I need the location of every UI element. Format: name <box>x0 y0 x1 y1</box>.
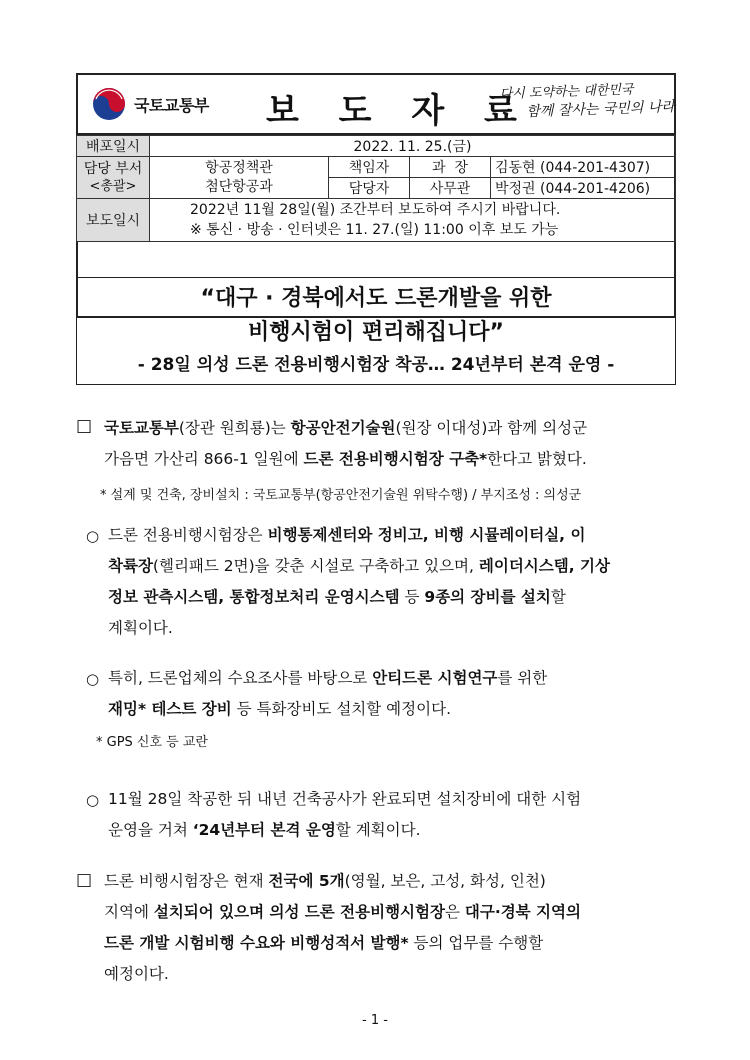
release-date: 2022. 11. 25.(금) <box>150 136 676 157</box>
report-time-label: 보도일시 <box>77 199 150 242</box>
text: (헬리패드 2면)을 갖춘 시설로 구축하고 있으며, <box>152 557 479 575</box>
text-bold: 비행통제센터와 정비고, 비행 시뮬레이터실, 이 <box>267 526 586 544</box>
circle-bullet: ○ <box>86 527 100 545</box>
slogan-line-1: 다시 도약하는 대한민국 <box>499 82 634 103</box>
dept-name-1: 항공정책관 <box>205 159 273 176</box>
press-release-header <box>76 73 676 135</box>
title-2: 사무관 <box>410 178 491 199</box>
text: 예정이다. <box>104 965 169 983</box>
text-bold: 드론 전용비행시험장 구축* <box>303 450 488 468</box>
footnote-2: * GPS 신호 등 교란 <box>96 735 208 750</box>
release-info-table <box>76 135 676 242</box>
text-bold: 드론 개발 시험비행 수요와 비행성적서 발행* <box>104 934 409 952</box>
text: 11월 28일 착공한 뒤 내년 건축공사가 완료되면 설치장비에 대한 시험 <box>108 790 582 808</box>
role-1: 책임자 <box>329 157 410 178</box>
text: 운영을 거쳐 <box>108 821 193 839</box>
person-1: 김동현 (044-201-4307) <box>491 157 676 178</box>
text: 드론 전용비행시험장은 <box>108 526 268 544</box>
text: (장관 원희룡)는 <box>178 419 291 437</box>
headline-line-1: “대구 · 경북에서도 드론개발을 위한 <box>200 286 552 311</box>
text-bold: 설치되어 있으며 <box>153 903 270 921</box>
circle-bullet: ○ <box>86 670 100 688</box>
text-bold: 항공안전기술원 <box>290 419 396 437</box>
text-bold: 재밍* 테스트 장비 <box>108 700 232 718</box>
text-bold: 국토교통부 <box>104 419 179 437</box>
paragraph-4 <box>108 784 676 846</box>
text-bold: 정보 관측시스템, 통합정보처리 운영시스템 <box>108 588 400 606</box>
paragraph-5 <box>104 866 676 990</box>
text-bold: 대구·경북 지역의 <box>464 903 581 921</box>
government-slogan <box>499 80 675 122</box>
text-bold: 전국에 5개 <box>268 872 345 890</box>
paragraph-3 <box>108 663 676 725</box>
text: (영월, 보은, 고성, 화성, 인천) <box>344 872 546 890</box>
ministry-logo <box>92 87 209 121</box>
text-bold: 레이더시스템, 기상 <box>478 557 610 575</box>
text: 등의 업무를 수행할 <box>408 934 544 952</box>
dept-label-cell <box>77 157 150 199</box>
headline-line-2: 비행시험이 편리해집니다” <box>248 320 504 345</box>
footnote-1: * 설계 및 건축, 장비설치 : 국토교통부(항공안전기술원 위탁수행) / 부지조성 : 의성군 <box>100 488 582 503</box>
page-number: - 1 - <box>362 1013 388 1028</box>
text: 등 특화장비도 설치할 예정이다. <box>231 700 452 718</box>
release-date-label: 배포일시 <box>77 136 150 157</box>
text: 은 <box>444 903 465 921</box>
text-bold: 안티드론 시험연구 <box>372 669 498 687</box>
headline-box <box>76 277 676 385</box>
text: 계획이다. <box>108 619 173 637</box>
text: 한다고 밝혔다. <box>487 450 587 468</box>
square-bullet: □ <box>76 870 93 890</box>
dept-sub-label: <총괄> <box>89 178 137 194</box>
taegeuk-emblem-icon <box>92 87 126 121</box>
dept-name-2: 첨단항공과 <box>205 178 273 195</box>
text: 를 위한 <box>497 669 548 687</box>
text: 등 <box>399 588 425 606</box>
slogan-line-2: 함께 잘사는 국민의 나라 <box>526 98 676 121</box>
dept-label: 담당 부서 <box>83 160 143 177</box>
text-bold: 의성 드론 전용비행시험장 <box>269 903 445 921</box>
document-title: 보 도 자 료 <box>266 91 531 131</box>
text-bold: 착륙장 <box>108 557 153 575</box>
text: 지역에 <box>104 903 154 921</box>
text-bold: ‘24년부터 본격 운영 <box>192 821 336 839</box>
subheadline: - 28일 의성 드론 전용비행시험장 착공… 24년부터 본격 운영 - <box>137 355 615 375</box>
report-time-line-2: ※ 통신 · 방송 · 인터넷은 11. 27.(일) 11:00 이후 보도 가능 <box>190 222 559 238</box>
circle-bullet: ○ <box>86 791 100 809</box>
person-2: 박정권 (044-201-4206) <box>491 178 676 199</box>
ministry-name: 국토교통부 <box>134 95 209 115</box>
title-1: 과 장 <box>410 157 491 178</box>
text: 할 <box>550 588 566 606</box>
text: (원장 이대성)과 함께 의성군 <box>395 419 588 437</box>
text: 드론 비행시험장은 현재 <box>104 872 269 890</box>
paragraph-2 <box>108 520 676 644</box>
paragraph-1 <box>104 413 676 475</box>
dept-name-cell <box>150 157 329 199</box>
text: 특히, 드론업체의 수요조사를 바탕으로 <box>108 669 373 687</box>
text-bold: 9종의 장비를 설치 <box>424 588 551 606</box>
square-bullet: □ <box>76 416 93 436</box>
text: 가음면 가산리 866-1 일원에 <box>104 450 304 468</box>
text: 할 계획이다. <box>335 821 421 839</box>
report-time-line-1: 2022년 11월 28일(월) 조간부터 보도하여 주시기 바랍니다. <box>190 202 561 218</box>
role-2: 담당자 <box>329 178 410 199</box>
report-time-cell <box>150 199 676 242</box>
